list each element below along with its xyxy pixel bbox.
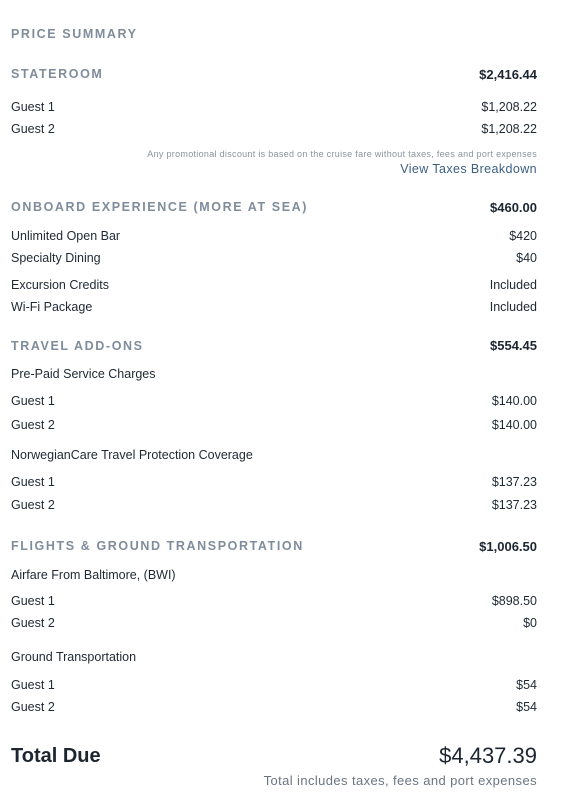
airfare-guest-2-label: Guest 2 [11,616,55,630]
stateroom-guest-1-value: $1,208.22 [481,100,537,114]
protection-guest-1-label: Guest 1 [11,475,55,489]
excursion-credits-label: Excursion Credits [11,278,109,292]
service-guest-1-value: $140.00 [491,394,537,408]
flights-total: $1,006.50 [479,539,537,554]
service-guest-2-label: Guest 2 [11,418,55,432]
stateroom-total: $2,416.44 [479,67,537,82]
addons-heading: TRAVEL ADD-ONS [11,339,144,353]
ground-transport-label: Ground Transportation [11,650,137,664]
protection-guest-1-value: $137.23 [491,475,537,489]
wifi-package-label: Wi-Fi Package [11,300,93,314]
ground-guest-1-label: Guest 1 [11,678,55,692]
excursion-credits-value: Included [489,278,537,292]
airfare-guest-1-value: $898.50 [491,594,537,608]
airfare-label: Airfare From Baltimore, (BWI) [11,568,176,582]
onboard-heading: ONBOARD EXPERIENCE (MORE AT SEA) [11,200,309,214]
stateroom-heading: STATEROOM [11,67,104,81]
stateroom-guest-2-value: $1,208.22 [481,122,537,136]
protection-guest-2-value: $137.23 [491,498,537,512]
price-summary-title: PRICE SUMMARY [11,27,138,41]
open-bar-label: Unlimited Open Bar [11,229,121,243]
addons-total: $554.45 [490,338,537,353]
protection-guest-2-label: Guest 2 [11,498,55,512]
wifi-package-value: Included [489,300,537,314]
ground-guest-2-value: $54 [516,700,537,714]
specialty-dining-value: $40 [516,251,537,265]
flights-heading: FLIGHTS & GROUND TRANSPORTATION [11,539,304,553]
onboard-total: $460.00 [490,200,537,215]
total-includes-note: Total includes taxes, fees and port expenses [263,773,537,788]
view-taxes-breakdown-link[interactable]: View Taxes Breakdown [400,162,537,176]
protection-label: NorwegianCare Travel Protection Coverage [11,448,253,462]
service-guest-1-label: Guest 1 [11,394,55,408]
promo-discount-note: Any promotional discount is based on the cruise fare without taxes, fees and port expenses [147,149,537,159]
ground-guest-2-label: Guest 2 [11,700,55,714]
stateroom-guest-1-label: Guest 1 [11,100,55,114]
airfare-guest-2-value: $0 [523,616,537,630]
total-due-label: Total Due [11,745,101,767]
open-bar-value: $420 [509,229,537,243]
specialty-dining-label: Specialty Dining [11,251,101,265]
total-due-amount: $4,437.39 [439,743,537,768]
ground-guest-1-value: $54 [516,678,537,692]
service-guest-2-value: $140.00 [491,418,537,432]
airfare-guest-1-label: Guest 1 [11,594,55,608]
service-charges-label: Pre-Paid Service Charges [11,367,156,381]
stateroom-guest-2-label: Guest 2 [11,122,55,136]
